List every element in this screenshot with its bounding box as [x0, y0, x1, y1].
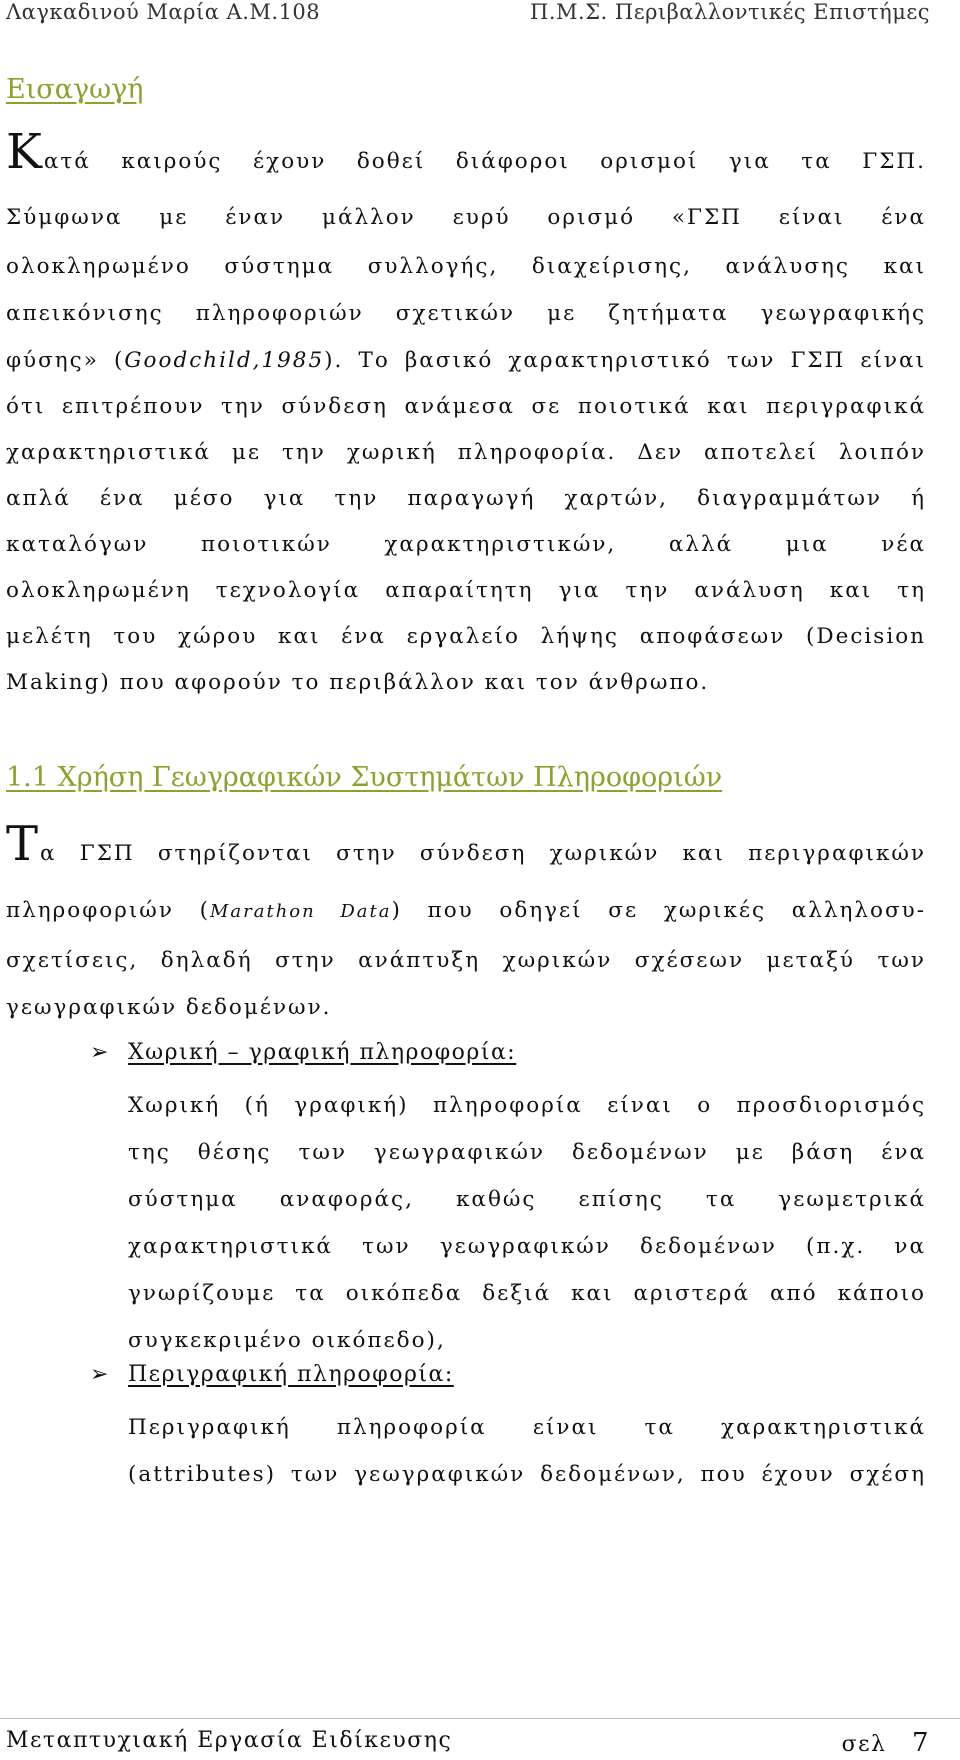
- bullet-marker-icon: ➢: [90, 1362, 109, 1387]
- bullet-line: γνωρίζουμε τα οικόπεδα δεξιά και αριστερά από κάποιο: [128, 1281, 926, 1306]
- page-number: [842, 1728, 930, 1758]
- intro-line: Σύμφωνα με έναν μάλλον ευρύ ορισμό «ΓΣΠ είναι ένα: [6, 205, 926, 230]
- bullet-title-spatial: Χωρική – γραφική πληροφορία:: [128, 1040, 517, 1065]
- intro-line-text: φύσης» (: [6, 348, 125, 373]
- bullet-line: σύστημα αναφοράς, καθώς επίσης τα γεωμετρικά: [128, 1187, 926, 1212]
- citation: Goodchild,1985: [124, 348, 325, 373]
- intro-line: Making) που αφορούν το περιβάλλον και τον άνθρωπο.: [6, 670, 710, 695]
- section-line: [6, 816, 926, 886]
- header-author: Λαγκαδινού Μαρία Α.Μ.108: [6, 0, 321, 24]
- intro-line: [6, 124, 926, 193]
- intro-paragraph: [6, 124, 926, 706]
- section-line-text: α ΓΣΠ στηρίζονται στην σύνδεση χωρικών και περιγραφικών: [40, 841, 926, 866]
- intro-line: ολοκληρωμένη τεχνολογία απαραίτητη για την ανάλυση και τη: [6, 578, 926, 603]
- intro-dropcap: Κ: [6, 124, 44, 180]
- bullet-line: συγκεκριμένο οικόπεδο),: [128, 1328, 446, 1353]
- intro-line: ολοκληρωμένο σύστημα συλλογής, διαχείρισης, ανάλυσης και: [6, 254, 926, 279]
- bullet-body-descriptive: [128, 1404, 926, 1498]
- header-program: Π.Μ.Σ. Περιβαλλοντικές Επιστήμες: [530, 0, 930, 24]
- intro-line: απεικόνισης πληροφοριών σχετικών με ζητήματα γεωγραφικής: [6, 301, 926, 326]
- intro-line: χαρακτηριστικά με την χωρική πληροφορία. Δεν αποτελεί λοιπόν: [6, 440, 926, 465]
- section-line: [6, 886, 926, 937]
- intro-heading: Εισαγωγή: [6, 74, 144, 105]
- bullet-marker-icon: ➢: [90, 1040, 109, 1065]
- intro-line-text: ατά καιρούς έχουν δοθεί διάφοροι ορισμοί για τα ΓΣΠ.: [43, 149, 926, 174]
- intro-line: [6, 338, 926, 384]
- bullet-line: της θέσης των γεωγραφικών δεδομένων με βάση ένα: [128, 1140, 926, 1165]
- bullet-line: Περιγραφική πληροφορία είναι τα χαρακτηριστικά: [128, 1415, 926, 1440]
- intro-line-text: ). Το βασικό χαρακτηριστικό των ΓΣΠ είναι: [324, 348, 926, 373]
- section-dropcap: Τ: [6, 816, 41, 872]
- section-line: γεωγραφικών δεδομένων.: [6, 995, 332, 1020]
- intro-line: μελέτη του χώρου και ένα εργαλείο λήψης αποφάσεων (Decision: [6, 624, 926, 649]
- intro-line: ότι επιτρέπουν την σύνδεση ανάμεσα σε ποιοτικά και περιγραφικά: [6, 394, 926, 419]
- section-line: σχετίσεις, δηλαδή στην ανάπτυξη χωρικών σχέσεων μεταξύ των: [6, 948, 926, 973]
- section-line-text: πληροφοριών (: [6, 898, 210, 923]
- page-label: σελ: [841, 1732, 887, 1757]
- bullet-body-spatial: [128, 1082, 926, 1364]
- section-heading: 1.1 Χρήση Γεωγραφικών Συστημάτων Πληροφοριών: [6, 762, 723, 793]
- intro-line: καταλόγων ποιοτικών χαρακτηριστικών, αλλά μια νέα: [6, 532, 926, 557]
- section-line-text: ) που οδηγεί σε χωρικές αλληλοσυ-: [391, 898, 926, 923]
- intro-line: απλά ένα μέσο για την παραγωγή χαρτών, διαγραμμάτων ή: [6, 486, 926, 511]
- section-paragraph: [6, 816, 926, 1031]
- bullet-line: Χωρική (ή γραφική) πληροφορία είναι ο προσδιορισμός: [128, 1093, 926, 1118]
- page-number-value: 7: [911, 1728, 930, 1758]
- bullet-line: (attributes) των γεωγραφικών δεδομένων, που έχουν σχέση: [128, 1462, 926, 1487]
- bullet-title-descriptive: Περιγραφική πληροφορία:: [128, 1362, 454, 1387]
- footer-title: Μεταπτυχιακή Εργασία Ειδίκευσης: [6, 1728, 453, 1753]
- citation: Marathon Data: [209, 901, 392, 922]
- footer-rule: [0, 1718, 960, 1719]
- bullet-line: χαρακτηριστικά των γεωγραφικών δεδομένων (π.χ. να: [128, 1234, 926, 1259]
